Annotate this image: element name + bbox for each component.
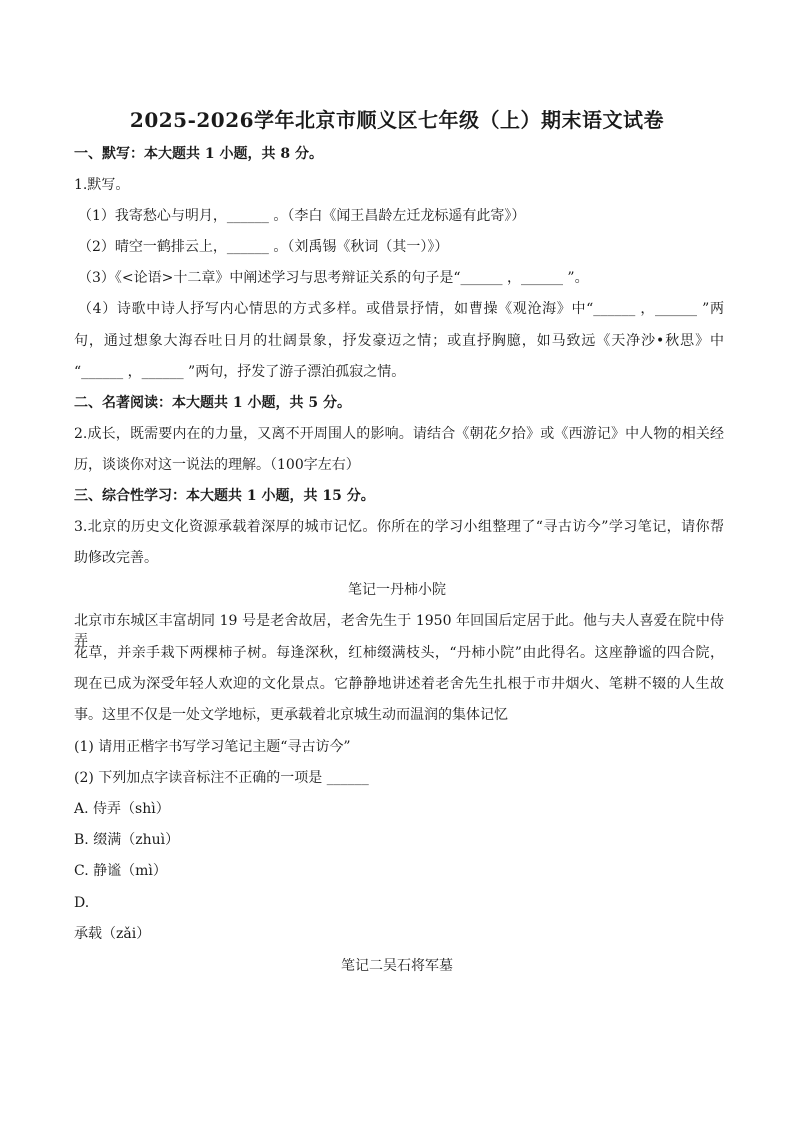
question-2-line-1: 2.成长，既需要内在的力量，又离不开周围人的影响。请结合《朝花夕拾》或《西游记》中人物的相关经 bbox=[74, 426, 724, 442]
question-1-4-line-3: “______ ，______ ”两句，抒发了游子漂泊孤寂之情。 bbox=[74, 364, 406, 380]
option-d-label: D. bbox=[74, 895, 90, 911]
question-1-4-line-1: （4）诗歌中诗人抒写内心情思的方式多样。或借景抒情，如曹操《观沧海》中“______ ，______ ”两 bbox=[78, 301, 724, 317]
question-3-line-2: 助修改完善。 bbox=[74, 550, 158, 566]
option-a: A. 侍弄（shì） bbox=[74, 801, 170, 817]
option-d-text: 承载（zǎi） bbox=[74, 926, 151, 942]
option-b: B. 缀满（zhuì） bbox=[74, 832, 180, 848]
question-1-1: （1）我寄愁心与明月，______ 。（李白《闻王昌龄左迁龙标遥有此寄》） bbox=[78, 208, 526, 224]
option-c: C. 静谧（mì） bbox=[74, 863, 167, 879]
note-1-paragraph-line-4: 事。这里不仅是一处文学地标，更承载着北京城生动而温润的集体记忆 bbox=[74, 707, 508, 723]
section-3-header: 三、综合性学习：本大题共 1 小题，共 15 分。 bbox=[74, 488, 375, 504]
question-2-line-2: 历，谈谈你对这一说法的理解。（100字左右） bbox=[74, 457, 360, 473]
section-1-header: 一、默写：本大题共 1 小题，共 8 分。 bbox=[74, 146, 323, 162]
section-2-header: 二、名著阅读：本大题共 1 小题，共 5 分。 bbox=[74, 395, 351, 411]
question-3-line-1: 3.北京的历史文化资源承载着深厚的城市记忆。你所在的学习小组整理了“寻古访今”学习笔记，请你帮 bbox=[74, 519, 724, 535]
question-3-2: (2) 下列加点字读音标注不正确的一项是 ______ bbox=[74, 770, 369, 786]
question-3-1: (1) 请用正楷字书写学习笔记主题“寻古访今” bbox=[74, 739, 351, 755]
page-title: 2025-2026学年北京市顺义区七年级（上）期末语文试卷 bbox=[129, 108, 665, 132]
note-1-title: 笔记一丹柿小院 bbox=[348, 582, 446, 598]
question-1-2: （2）晴空一鹤排云上，______ 。（刘禹锡《秋词（其一）》） bbox=[78, 239, 449, 255]
question-1-stem: 1.默写。 bbox=[74, 177, 130, 193]
question-1-3: （3）《<论语>十二章》中阐述学习与思考辩证关系的句子是“______ ，______ ”。 bbox=[78, 270, 589, 286]
note-1-paragraph-line-3: 现在已成为深受年轻人欢迎的文化景点。它静静地讲述着老舍先生扎根于市井烟火、笔耕不辍的人生故 bbox=[74, 676, 724, 692]
question-1-4-line-2: 句，通过想象大海吞吐日月的壮阔景象，抒发豪迈之情；或直抒胸臆，如马致远《天净沙•秋思》中 bbox=[74, 333, 724, 349]
note-1-paragraph-line-1: 北京市东城区丰富胡同 19 号是老舍故居，老舍先生于 1950 年回国后定居于此。他与夫人喜爱在院中侍弄 bbox=[74, 613, 724, 649]
note-2-title: 笔记二吴石将军墓 bbox=[341, 958, 453, 974]
note-1-paragraph-line-2: 花草，并亲手栽下两棵柿子树。每逢深秋，红柿缀满枝头，“丹柿小院”由此得名。这座静谧的四合院， bbox=[74, 645, 724, 661]
